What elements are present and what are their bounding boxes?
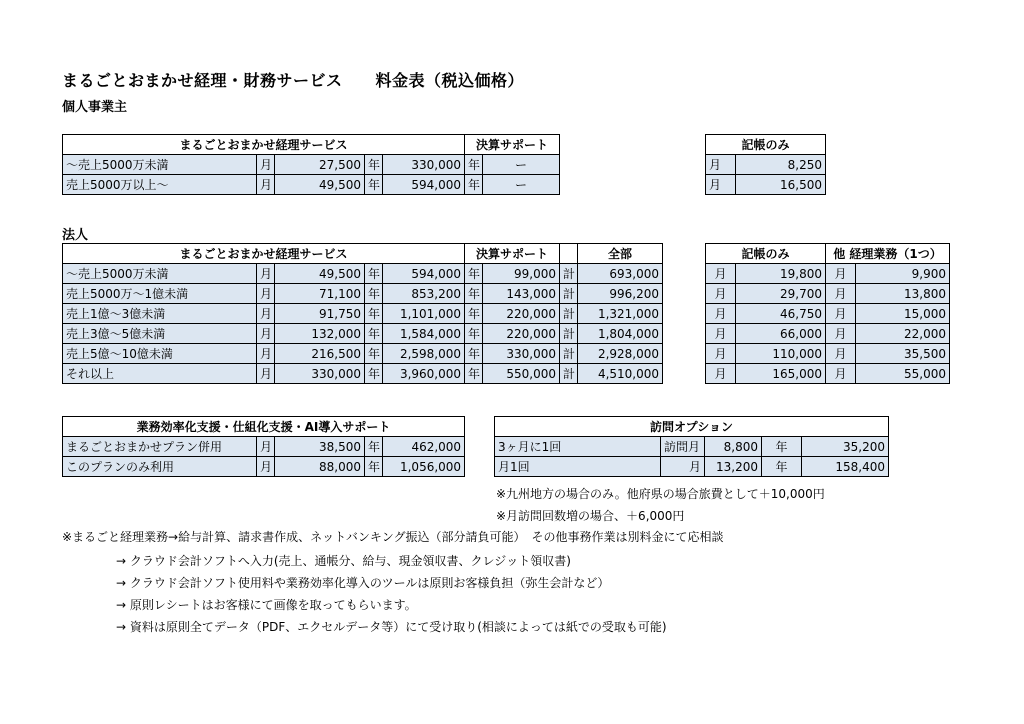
table-row: [63, 457, 465, 477]
other-value: 55,000: [856, 364, 950, 384]
other-value: 15,000: [856, 304, 950, 324]
table-row: [706, 264, 950, 284]
row-label: 〜売上5000万未満: [63, 264, 257, 284]
unit: 年: [365, 344, 383, 364]
support-value: 99,000: [483, 264, 560, 284]
row-label: まるごとおまかせプラン併用: [63, 437, 257, 457]
note-item: → クラウド会計ソフト使用料や業務効率化導入のツールは原則お客様負担（弥生会計など）: [116, 576, 610, 590]
unit: 月: [257, 457, 275, 477]
monthly-value: 49,500: [275, 175, 365, 195]
total-value: 4,510,000: [578, 364, 663, 384]
unit: 年: [465, 264, 483, 284]
table-row: [63, 364, 663, 384]
total-value: 2,928,000: [578, 344, 663, 364]
note-item: → クラウド会計ソフトへ入力(売上、通帳分、給与、現金領収書、クレジット領収書): [116, 554, 571, 568]
unit: 月: [826, 264, 856, 284]
unit: 年: [465, 155, 483, 175]
monthly-value: 38,500: [275, 437, 365, 457]
unit: 月: [257, 304, 275, 324]
hojin-kicho-table: [705, 243, 950, 384]
kojin-main-header: まるごとおまかせ経理サービス: [63, 135, 465, 155]
unit: 計: [560, 324, 578, 344]
unit: 年: [365, 284, 383, 304]
unit: 月: [706, 304, 736, 324]
unit: 月: [257, 364, 275, 384]
unit: 訪問月: [661, 437, 705, 457]
support-value: ー: [483, 155, 560, 175]
other-value: 13,800: [856, 284, 950, 304]
unit: 月: [706, 344, 736, 364]
row-label: 3ヶ月に1回: [495, 437, 661, 457]
support-value: 330,000: [483, 344, 560, 364]
kicho-value: 8,250: [736, 155, 826, 175]
kicho-value: 19,800: [736, 264, 826, 284]
monthly-value: 27,500: [275, 155, 365, 175]
support-value: 220,000: [483, 304, 560, 324]
unit: 年: [465, 324, 483, 344]
table-row: [706, 155, 826, 175]
unit: 月: [706, 324, 736, 344]
unit: 年: [762, 457, 802, 477]
total-value: 1,321,000: [578, 304, 663, 324]
ai-support-table: [62, 416, 465, 477]
table-row: [495, 457, 889, 477]
row-label: 売上5000万〜1億未満: [63, 284, 257, 304]
unit: 月: [661, 457, 705, 477]
unit: 計: [560, 364, 578, 384]
unit: 月: [826, 304, 856, 324]
row-label: このプランのみ利用: [63, 457, 257, 477]
yearly-value: 594,000: [383, 264, 465, 284]
main-note: ※まるごと経理業務→給与計算、請求書作成、ネットバンキング振込（部分請負可能） その他事務作業は別料金にて応相談: [62, 530, 724, 544]
unit: 年: [365, 457, 383, 477]
unit: 年: [365, 324, 383, 344]
yearly-value: 462,000: [383, 437, 465, 457]
other-value: 22,000: [856, 324, 950, 344]
monthly-value: 71,100: [275, 284, 365, 304]
unit: 月: [706, 175, 736, 195]
table-row: [63, 344, 663, 364]
visit-option-header: 訪問オプション: [495, 417, 889, 437]
kojin-kicho-table: [705, 134, 826, 195]
unit: 月: [257, 344, 275, 364]
monthly-value: 13,200: [705, 457, 762, 477]
table-row: [706, 364, 950, 384]
hojin-other-header: 他 経理業務（1つ）: [826, 244, 950, 264]
note-item: → 資料は原則全てデータ（PDF、エクセルデータ等）にて受け取り(相談によっては紙での受取も可能): [116, 620, 667, 634]
monthly-value: 330,000: [275, 364, 365, 384]
unit: 月: [826, 364, 856, 384]
unit: 月: [826, 324, 856, 344]
table-row: [706, 324, 950, 344]
total-value: 996,200: [578, 284, 663, 304]
kicho-value: 66,000: [736, 324, 826, 344]
yearly-value: 158,400: [802, 457, 889, 477]
table-row: [706, 284, 950, 304]
unit: 計: [560, 264, 578, 284]
unit: 月: [706, 364, 736, 384]
unit: 年: [365, 304, 383, 324]
row-label: 〜売上5000万未満: [63, 155, 257, 175]
kicho-value: 110,000: [736, 344, 826, 364]
unit: 年: [465, 304, 483, 324]
unit: 年: [365, 264, 383, 284]
hojin-total-header: 全部: [578, 244, 663, 264]
table-row: [495, 437, 889, 457]
unit: 年: [465, 344, 483, 364]
unit: 年: [762, 437, 802, 457]
kicho-value: 46,750: [736, 304, 826, 324]
table-row: [706, 304, 950, 324]
unit: 年: [465, 284, 483, 304]
yearly-value: 3,960,000: [383, 364, 465, 384]
kojin-kicho-header: 記帳のみ: [706, 135, 826, 155]
unit: 年: [365, 155, 383, 175]
unit: 年: [365, 364, 383, 384]
kicho-value: 165,000: [736, 364, 826, 384]
monthly-value: 88,000: [275, 457, 365, 477]
unit: 計: [560, 304, 578, 324]
yearly-value: 594,000: [383, 175, 465, 195]
table-row: [706, 175, 826, 195]
page-title: まるごとおまかせ経理・財務サービス 料金表（税込価格）: [62, 71, 525, 90]
note-item: → 原則レシートはお客様にて画像を取ってもらいます。: [116, 598, 417, 612]
monthly-value: 132,000: [275, 324, 365, 344]
unit: 月: [257, 284, 275, 304]
support-value: ー: [483, 175, 560, 195]
unit: 計: [560, 344, 578, 364]
unit: 月: [706, 284, 736, 304]
visit-note-2: ※月訪問回数増の場合、＋6,000円: [496, 509, 685, 523]
yearly-value: 853,200: [383, 284, 465, 304]
unit: 月: [257, 175, 275, 195]
unit: 月: [257, 437, 275, 457]
unit: 年: [365, 437, 383, 457]
total-value: 693,000: [578, 264, 663, 284]
unit: 月: [257, 324, 275, 344]
table-row: [63, 284, 663, 304]
hojin-support-header: 決算サポート: [465, 244, 560, 264]
other-value: 9,900: [856, 264, 950, 284]
row-label: 売上3億〜5億未満: [63, 324, 257, 344]
row-label: それ以上: [63, 364, 257, 384]
yearly-value: 330,000: [383, 155, 465, 175]
unit: 月: [826, 284, 856, 304]
table-row: [63, 175, 560, 195]
unit: 月: [257, 155, 275, 175]
support-value: 550,000: [483, 364, 560, 384]
row-label: 売上1億〜3億未満: [63, 304, 257, 324]
hojin-kicho-header: 記帳のみ: [706, 244, 826, 264]
unit: 月: [257, 264, 275, 284]
monthly-value: 49,500: [275, 264, 365, 284]
yearly-value: 1,584,000: [383, 324, 465, 344]
table-row: [63, 264, 663, 284]
yearly-value: 35,200: [802, 437, 889, 457]
kojin-table: [62, 134, 560, 195]
visit-note-1: ※九州地方の場合のみ。他府県の場合旅費として＋10,000円: [496, 487, 825, 501]
support-value: 143,000: [483, 284, 560, 304]
kicho-value: 29,700: [736, 284, 826, 304]
hojin-table: [62, 243, 663, 384]
yearly-value: 1,056,000: [383, 457, 465, 477]
section-heading-hojin: 法人: [62, 228, 89, 243]
hojin-main-header: まるごとおまかせ経理サービス: [63, 244, 465, 264]
row-label: 月1回: [495, 457, 661, 477]
kojin-support-header: 決算サポート: [465, 135, 560, 155]
ai-support-header: 業務効率化支援・仕組化支援・AI導入サポート: [63, 417, 465, 437]
table-row: [706, 344, 950, 364]
other-value: 35,500: [856, 344, 950, 364]
yearly-value: 2,598,000: [383, 344, 465, 364]
yearly-value: 1,101,000: [383, 304, 465, 324]
table-row: [63, 304, 663, 324]
support-value: 220,000: [483, 324, 560, 344]
section-heading-kojin: 個人事業主: [62, 100, 128, 115]
row-label: 売上5億〜10億未満: [63, 344, 257, 364]
monthly-value: 91,750: [275, 304, 365, 324]
unit: 月: [706, 155, 736, 175]
table-row: [63, 437, 465, 457]
unit: 年: [465, 364, 483, 384]
unit: 月: [826, 344, 856, 364]
unit: 年: [465, 175, 483, 195]
kicho-value: 16,500: [736, 175, 826, 195]
row-label: 売上5000万以上〜: [63, 175, 257, 195]
table-row: [63, 155, 560, 175]
monthly-value: 8,800: [705, 437, 762, 457]
unit: 年: [365, 175, 383, 195]
monthly-value: 216,500: [275, 344, 365, 364]
unit: 月: [706, 264, 736, 284]
visit-option-table: [494, 416, 889, 477]
unit: 計: [560, 284, 578, 304]
total-value: 1,804,000: [578, 324, 663, 344]
table-row: [63, 324, 663, 344]
